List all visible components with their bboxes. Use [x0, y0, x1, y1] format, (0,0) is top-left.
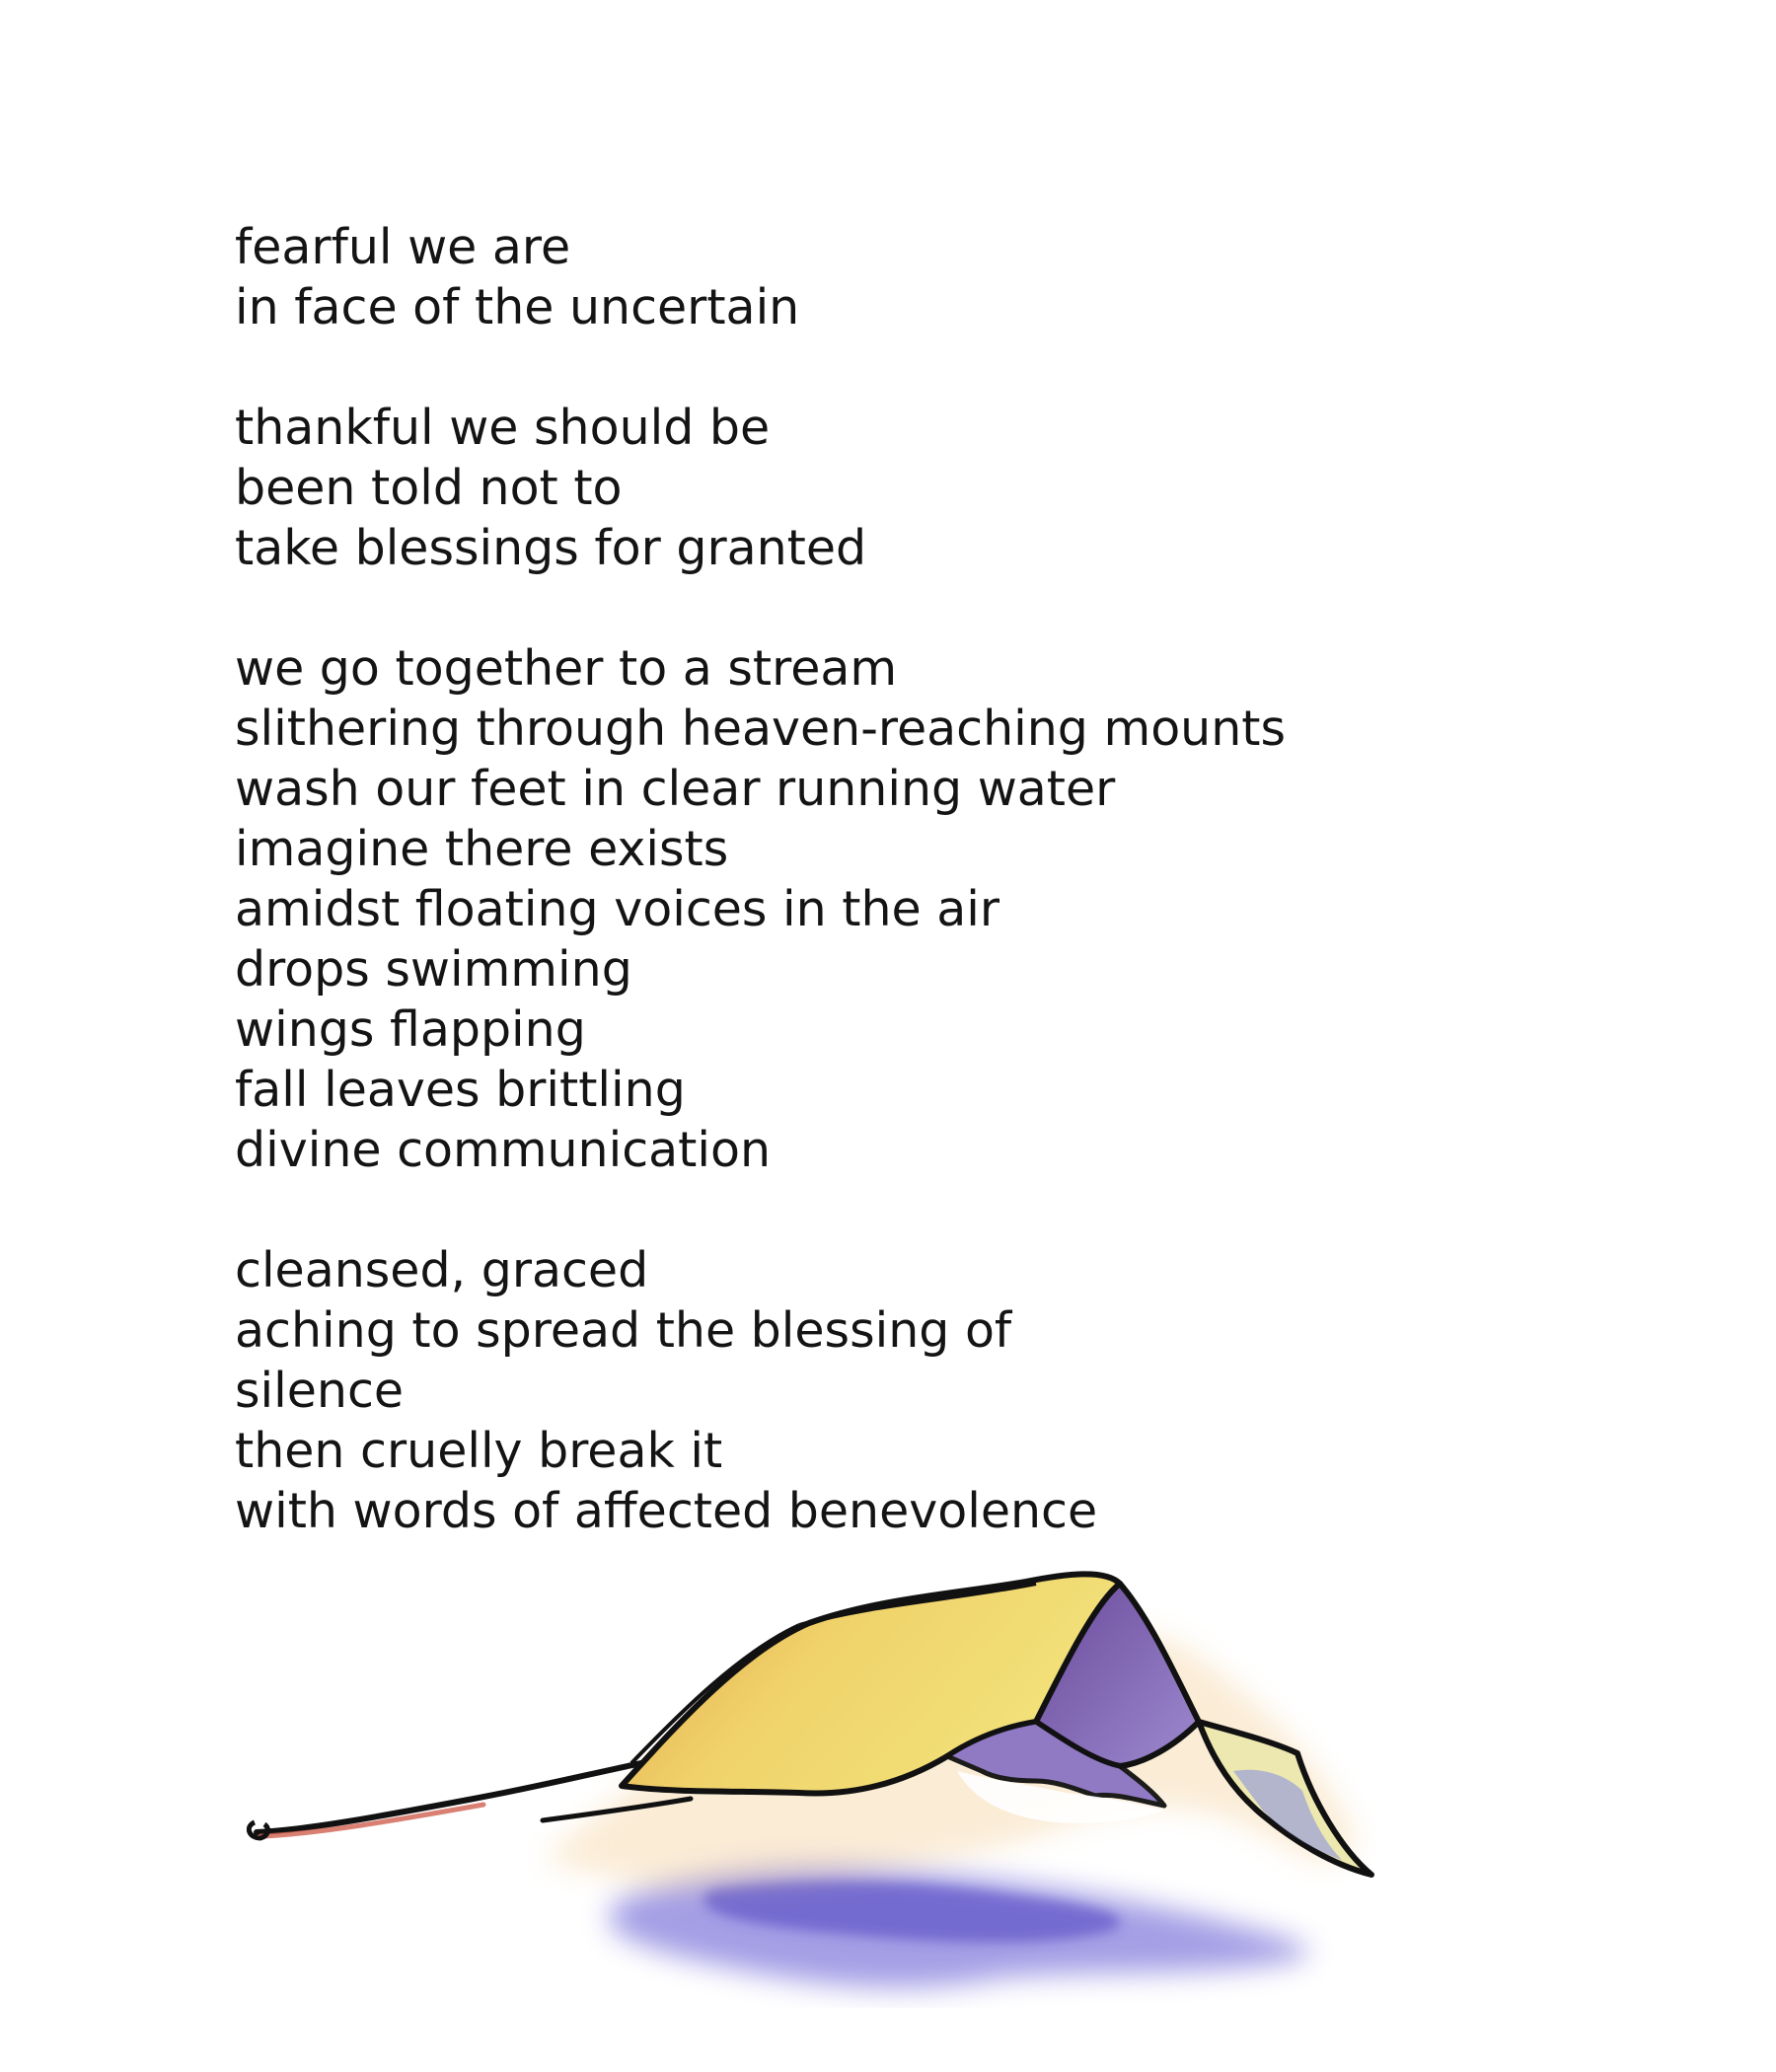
poem-line: fall leaves brittling — [235, 1062, 686, 1118]
stanza-2 — [235, 398, 1616, 578]
poem-line: take blessings for granted — [235, 520, 867, 576]
poem-line: aching to spread the blessing of — [235, 1302, 1012, 1359]
poem-line: imagine there exists — [235, 821, 729, 877]
poem-line: thankful we should be — [235, 400, 771, 456]
poem-line: we go together to a stream — [235, 640, 898, 697]
stanza-3 — [235, 638, 1616, 1180]
stanza-1 — [235, 217, 1616, 337]
poem-line: wings flapping — [235, 1001, 586, 1058]
poem-line: silence — [235, 1363, 405, 1419]
poem-line: been told not to — [235, 460, 623, 516]
poem-line: drops swimming — [235, 941, 632, 998]
poem-line: wash our feet in clear running water — [235, 761, 1116, 817]
poem-line: amidst floating voices in the air — [235, 881, 1000, 937]
poem — [235, 217, 1616, 1601]
leaf-illustration — [247, 1534, 1529, 2008]
stanza-4 — [235, 1240, 1616, 1541]
poem-line: in face of the uncertain — [235, 279, 800, 335]
poem-line: fearful we are — [235, 219, 571, 275]
poem-line: with words of affected benevolence — [235, 1483, 1098, 1539]
poem-line: slithering through heaven-reaching mounts — [235, 701, 1287, 757]
leaf-stem-tint — [260, 1805, 483, 1836]
poem-line: cleansed, graced — [235, 1242, 649, 1298]
poem-line: divine communication — [235, 1122, 772, 1178]
poem-line: then cruelly break it — [235, 1423, 723, 1479]
